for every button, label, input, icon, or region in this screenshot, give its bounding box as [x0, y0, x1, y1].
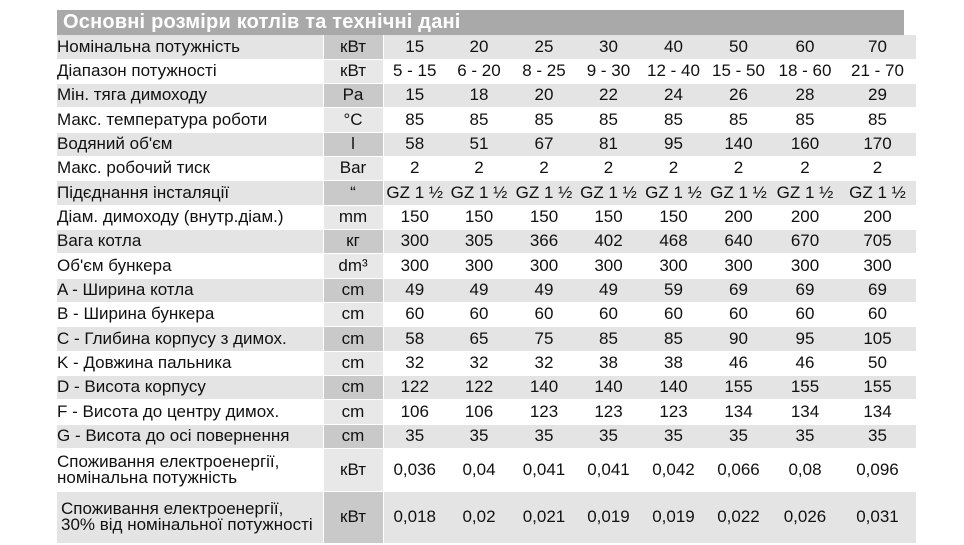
cell-value: 35	[839, 424, 916, 448]
cell-value: GZ 1 ½	[383, 180, 446, 205]
cell-value: 300	[446, 253, 512, 278]
row-label	[57, 491, 323, 543]
table-row	[57, 229, 916, 253]
table-row	[57, 375, 916, 399]
cell-value: 0,019	[641, 491, 706, 543]
cell-value: 105	[839, 326, 916, 351]
cell-value: GZ 1 ½	[706, 180, 771, 205]
row-label: K - Довжина пальника	[57, 351, 323, 375]
cell-value: 49	[576, 278, 641, 302]
cell-value: 160	[771, 132, 839, 156]
table-row	[57, 132, 916, 156]
cell-value: 35	[446, 424, 512, 448]
row-unit: кВт	[323, 35, 383, 59]
page-title: Основні розміри котлів та технічні дані	[63, 11, 461, 33]
cell-value: 32	[446, 351, 512, 375]
cell-value: 58	[383, 132, 446, 156]
cell-value: 69	[771, 278, 839, 302]
cell-value: 25	[512, 35, 576, 59]
cell-value: 0,066	[706, 448, 771, 491]
cell-value: 5 - 15	[383, 59, 446, 83]
row-label: C - Глибина корпусу з димох.	[57, 326, 323, 351]
cell-value: 26	[706, 83, 771, 107]
cell-value: 35	[576, 424, 641, 448]
cell-value: 60	[771, 35, 839, 59]
cell-value: 150	[576, 205, 641, 229]
cell-value: 200	[839, 205, 916, 229]
cell-value: GZ 1 ½	[839, 180, 916, 205]
cell-value: 85	[641, 326, 706, 351]
cell-value: 0,022	[706, 491, 771, 543]
row-label: Водяний об'єм	[57, 132, 323, 156]
cell-value: 2	[446, 156, 512, 180]
cell-value: 155	[771, 375, 839, 399]
cell-value: 90	[706, 326, 771, 351]
cell-value: 95	[641, 132, 706, 156]
table-row	[57, 156, 916, 180]
cell-value: GZ 1 ½	[771, 180, 839, 205]
row-unit: кВт	[323, 491, 383, 543]
row-unit: Pa	[323, 83, 383, 107]
row-unit: cm	[323, 375, 383, 399]
cell-value: 85	[512, 107, 576, 132]
cell-value: 366	[512, 229, 576, 253]
cell-value: 8 - 25	[512, 59, 576, 83]
cell-value: 150	[383, 205, 446, 229]
table-row	[57, 326, 916, 351]
cell-value: 0,042	[641, 448, 706, 491]
cell-value: 2	[771, 156, 839, 180]
row-label: D - Висота корпусу	[57, 375, 323, 399]
cell-value: 150	[446, 205, 512, 229]
cell-value: 0,096	[839, 448, 916, 491]
cell-value: 123	[576, 399, 641, 424]
row-label: B - Ширина бункера	[57, 302, 323, 326]
table-row	[57, 253, 916, 278]
cell-value: 51	[446, 132, 512, 156]
cell-value: 85	[706, 107, 771, 132]
row-unit: cm	[323, 399, 383, 424]
cell-value: GZ 1 ½	[512, 180, 576, 205]
row-label-line: Споживання електроенергії,	[61, 499, 284, 518]
cell-value: 95	[771, 326, 839, 351]
row-label: F - Висота до центру димох.	[57, 399, 323, 424]
row-label: Макс. робочий тиск	[57, 156, 323, 180]
cell-value: 67	[512, 132, 576, 156]
cell-value: 6 - 20	[446, 59, 512, 83]
row-label: Підєднання інсталяції	[57, 180, 323, 205]
cell-value: 300	[383, 253, 446, 278]
cell-value: 134	[771, 399, 839, 424]
row-label: Мін. тяга димоходу	[57, 83, 323, 107]
cell-value: 468	[641, 229, 706, 253]
cell-value: GZ 1 ½	[641, 180, 706, 205]
cell-value: 15	[383, 35, 446, 59]
cell-value: 300	[641, 253, 706, 278]
cell-value: 60	[512, 302, 576, 326]
cell-value: 150	[641, 205, 706, 229]
cell-value: 122	[446, 375, 512, 399]
table-row	[57, 205, 916, 229]
table-row	[57, 351, 916, 375]
table-row	[57, 424, 916, 448]
row-unit: l	[323, 132, 383, 156]
row-unit: кВт	[323, 448, 383, 491]
title-bar	[57, 10, 904, 35]
row-label	[57, 448, 323, 491]
row-label: Діапазон потужності	[57, 59, 323, 83]
cell-value: 60	[706, 302, 771, 326]
cell-value: 38	[576, 351, 641, 375]
cell-value: 300	[383, 229, 446, 253]
row-label: A - Ширина котла	[57, 278, 323, 302]
cell-value: 32	[383, 351, 446, 375]
cell-value: 35	[641, 424, 706, 448]
cell-value: 140	[512, 375, 576, 399]
row-unit: cm	[323, 278, 383, 302]
cell-value: 70	[839, 35, 916, 59]
cell-value: 35	[512, 424, 576, 448]
cell-value: 123	[641, 399, 706, 424]
cell-value: 60	[446, 302, 512, 326]
cell-value: 40	[641, 35, 706, 59]
cell-value: 81	[576, 132, 641, 156]
cell-value: 49	[512, 278, 576, 302]
table-row	[57, 399, 916, 424]
cell-value: 46	[771, 351, 839, 375]
cell-value: 50	[706, 35, 771, 59]
row-unit: °C	[323, 107, 383, 132]
cell-value: 30	[576, 35, 641, 59]
row-label: Вага котла	[57, 229, 323, 253]
cell-value: 402	[576, 229, 641, 253]
cell-value: 134	[839, 399, 916, 424]
cell-value: 0,031	[839, 491, 916, 543]
table-row	[57, 278, 916, 302]
cell-value: 300	[512, 253, 576, 278]
cell-value: 170	[839, 132, 916, 156]
cell-value: 85	[839, 107, 916, 132]
cell-value: 38	[641, 351, 706, 375]
cell-value: 0,04	[446, 448, 512, 491]
cell-value: 85	[641, 107, 706, 132]
cell-value: 0,041	[512, 448, 576, 491]
row-label: Макс. температура роботи	[57, 107, 323, 132]
cell-value: 0,041	[576, 448, 641, 491]
cell-value: 200	[771, 205, 839, 229]
cell-value: 18	[446, 83, 512, 107]
row-label-line: номінальна потужність	[57, 467, 238, 487]
row-unit: “	[323, 180, 383, 205]
cell-value: 0,08	[771, 448, 839, 491]
cell-value: 300	[706, 253, 771, 278]
cell-value: 22	[576, 83, 641, 107]
cell-value: 200	[706, 205, 771, 229]
row-unit: кг	[323, 229, 383, 253]
table-row	[57, 107, 916, 132]
cell-value: 106	[446, 399, 512, 424]
cell-value: 12 - 40	[641, 59, 706, 83]
cell-value: 85	[771, 107, 839, 132]
cell-value: 60	[641, 302, 706, 326]
cell-value: 75	[512, 326, 576, 351]
cell-value: 35	[771, 424, 839, 448]
cell-value: GZ 1 ½	[576, 180, 641, 205]
cell-value: 0,02	[446, 491, 512, 543]
cell-value: 300	[576, 253, 641, 278]
cell-value: 140	[641, 375, 706, 399]
row-unit: cm	[323, 351, 383, 375]
cell-value: 300	[771, 253, 839, 278]
cell-value: 2	[576, 156, 641, 180]
row-label-line: Споживання електроенергії,	[57, 451, 280, 471]
cell-value: 85	[383, 107, 446, 132]
cell-value: 134	[706, 399, 771, 424]
cell-value: 69	[839, 278, 916, 302]
cell-value: 15	[383, 83, 446, 107]
cell-value: 46	[706, 351, 771, 375]
cell-value: 0,036	[383, 448, 446, 491]
cell-value: 705	[839, 229, 916, 253]
row-unit: cm	[323, 302, 383, 326]
table-row	[57, 491, 916, 543]
row-label: Номінальна потужність	[57, 35, 323, 59]
cell-value: 305	[446, 229, 512, 253]
cell-value: 58	[383, 326, 446, 351]
cell-value: 0,019	[576, 491, 641, 543]
cell-value: 35	[706, 424, 771, 448]
cell-value: 59	[641, 278, 706, 302]
row-unit: cm	[323, 326, 383, 351]
row-label: Діам. димоходу (внутр.діам.)	[57, 205, 323, 229]
row-unit: кВт	[323, 59, 383, 83]
cell-value: 21 - 70	[839, 59, 916, 83]
cell-value: 60	[771, 302, 839, 326]
cell-value: 2	[641, 156, 706, 180]
cell-value: 28	[771, 83, 839, 107]
cell-value: 24	[641, 83, 706, 107]
cell-value: 49	[446, 278, 512, 302]
cell-value: 155	[706, 375, 771, 399]
row-label: G - Висота до осі повернення	[57, 424, 323, 448]
table-row	[57, 83, 916, 107]
row-unit: cm	[323, 424, 383, 448]
specs-table	[57, 35, 916, 544]
cell-value: 60	[383, 302, 446, 326]
cell-value: 18 - 60	[771, 59, 839, 83]
cell-value: 20	[446, 35, 512, 59]
cell-value: 122	[383, 375, 446, 399]
table-row	[57, 448, 916, 491]
cell-value: 300	[839, 253, 916, 278]
cell-value: 2	[383, 156, 446, 180]
row-unit: Bar	[323, 156, 383, 180]
cell-value: 60	[839, 302, 916, 326]
cell-value: 0,018	[383, 491, 446, 543]
cell-value: 35	[383, 424, 446, 448]
table-row	[57, 59, 916, 83]
cell-value: 640	[706, 229, 771, 253]
cell-value: 20	[512, 83, 576, 107]
cell-value: 2	[512, 156, 576, 180]
table-row	[57, 35, 916, 59]
cell-value: 123	[512, 399, 576, 424]
cell-value: 15 - 50	[706, 59, 771, 83]
table-row	[57, 302, 916, 326]
cell-value: 106	[383, 399, 446, 424]
cell-value: 140	[576, 375, 641, 399]
cell-value: 60	[576, 302, 641, 326]
cell-value: 670	[771, 229, 839, 253]
cell-value: 150	[512, 205, 576, 229]
cell-value: 50	[839, 351, 916, 375]
cell-value: 32	[512, 351, 576, 375]
cell-value: 65	[446, 326, 512, 351]
cell-value: GZ 1 ½	[446, 180, 512, 205]
cell-value: 29	[839, 83, 916, 107]
table-row	[57, 180, 916, 205]
row-unit: dm³	[323, 253, 383, 278]
cell-value: 69	[706, 278, 771, 302]
row-label-line: 30% від номінальної потужності	[61, 515, 313, 534]
cell-value: 0,021	[512, 491, 576, 543]
cell-value: 49	[383, 278, 446, 302]
cell-value: 0,026	[771, 491, 839, 543]
row-label: Об'єм бункера	[57, 253, 323, 278]
cell-value: 140	[706, 132, 771, 156]
cell-value: 85	[576, 326, 641, 351]
cell-value: 85	[446, 107, 512, 132]
cell-value: 85	[576, 107, 641, 132]
cell-value: 2	[839, 156, 916, 180]
cell-value: 155	[839, 375, 916, 399]
cell-value: 9 - 30	[576, 59, 641, 83]
row-unit: mm	[323, 205, 383, 229]
cell-value: 2	[706, 156, 771, 180]
